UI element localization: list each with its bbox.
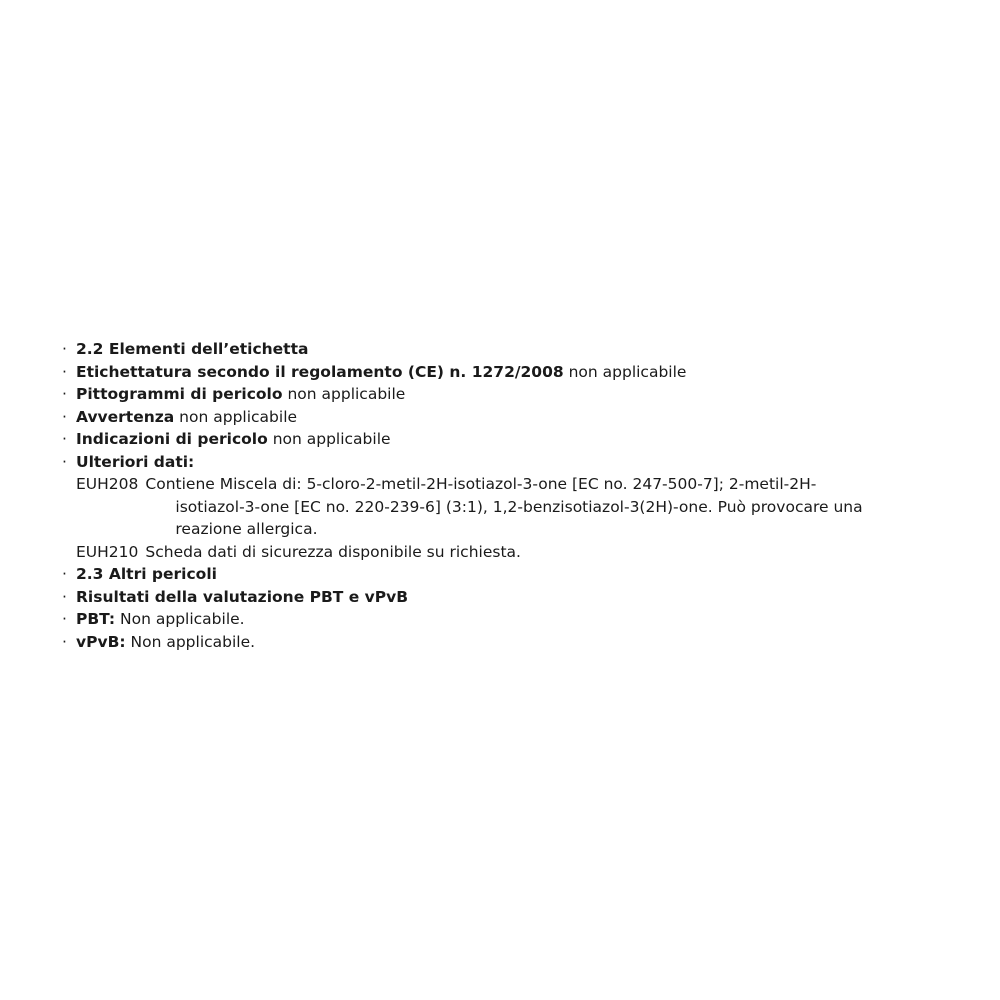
pbt-vpvb-assessment-heading: Risultati della valutazione PBT e vPvB (76, 587, 409, 606)
hazard-statements-row (62, 428, 962, 451)
euh208-statement (62, 473, 962, 541)
signal-word-row (62, 406, 962, 429)
pbt-row (62, 608, 962, 631)
pbt-label: PBT: (76, 610, 116, 628)
additional-data-row (62, 451, 962, 474)
hazard-pictograms-label: Pittogrammi di pericolo (76, 385, 283, 403)
signal-word-label: Avvertenza (76, 407, 175, 426)
section-2-2-heading: 2.2 Elementi dell’etichetta (76, 340, 309, 358)
euh210-statement (62, 541, 962, 564)
bullet-marker: · (62, 632, 67, 651)
vpvb-value: Non applicabile. (125, 632, 256, 651)
labelling-regulation-label: Etichettatura secondo il regolamento (CE) n. 1272/2008 (76, 362, 564, 381)
euh210-code: EUH210 (76, 542, 139, 561)
additional-data-label: Ulteriori dati: (76, 452, 195, 471)
labelling-regulation-value: non applicabile (563, 362, 687, 381)
bullet-marker: · (62, 565, 67, 583)
euh208-code: EUH208 (76, 475, 139, 493)
hazard-statements-label: Indicazioni di pericolo (76, 430, 268, 448)
bullet-marker: · (62, 385, 67, 403)
bullet-marker: · (62, 452, 67, 471)
vpvb-row (62, 631, 962, 654)
bullet-marker: · (62, 340, 67, 358)
bullet-marker: · (62, 587, 67, 606)
bullet-marker: · (62, 407, 67, 426)
hazard-pictograms-row (62, 383, 962, 406)
section-2-3-heading: 2.3 Altri pericoli (76, 565, 217, 583)
hazard-pictograms-value: non applicabile (282, 385, 406, 403)
pbt-value: Non applicabile. (115, 610, 245, 628)
signal-word-value: non applicabile (174, 407, 298, 426)
section-2-2-heading-row (62, 338, 962, 361)
labelling-regulation-row (62, 361, 962, 384)
bullet-marker: · (62, 430, 67, 448)
section-2-3-heading-row (62, 563, 962, 586)
hazard-statements-value: non applicabile (267, 430, 391, 448)
pbt-vpvb-assessment-row (62, 586, 962, 609)
euh208-text-line-1: Contiene Miscela di: 5-cloro-2-metil-2H-isotiazol-3-one [EC no. 247-500-7]; 2-metil-2H- (145, 475, 817, 493)
safety-data-sheet-section (62, 338, 962, 653)
euh208-text-line-3: reazione allergica. (175, 520, 318, 538)
bullet-marker: · (62, 362, 67, 381)
euh210-text-line-1: Scheda dati di sicurezza disponibile su richiesta. (145, 542, 521, 561)
euh208-text-line-2: isotiazol-3-one [EC no. 220-239-6] (3:1), 1,2-benzisotiazol-3(2H)-one. Può provocare una (175, 497, 863, 516)
bullet-marker: · (62, 610, 67, 628)
vpvb-label: vPvB: (76, 632, 126, 651)
